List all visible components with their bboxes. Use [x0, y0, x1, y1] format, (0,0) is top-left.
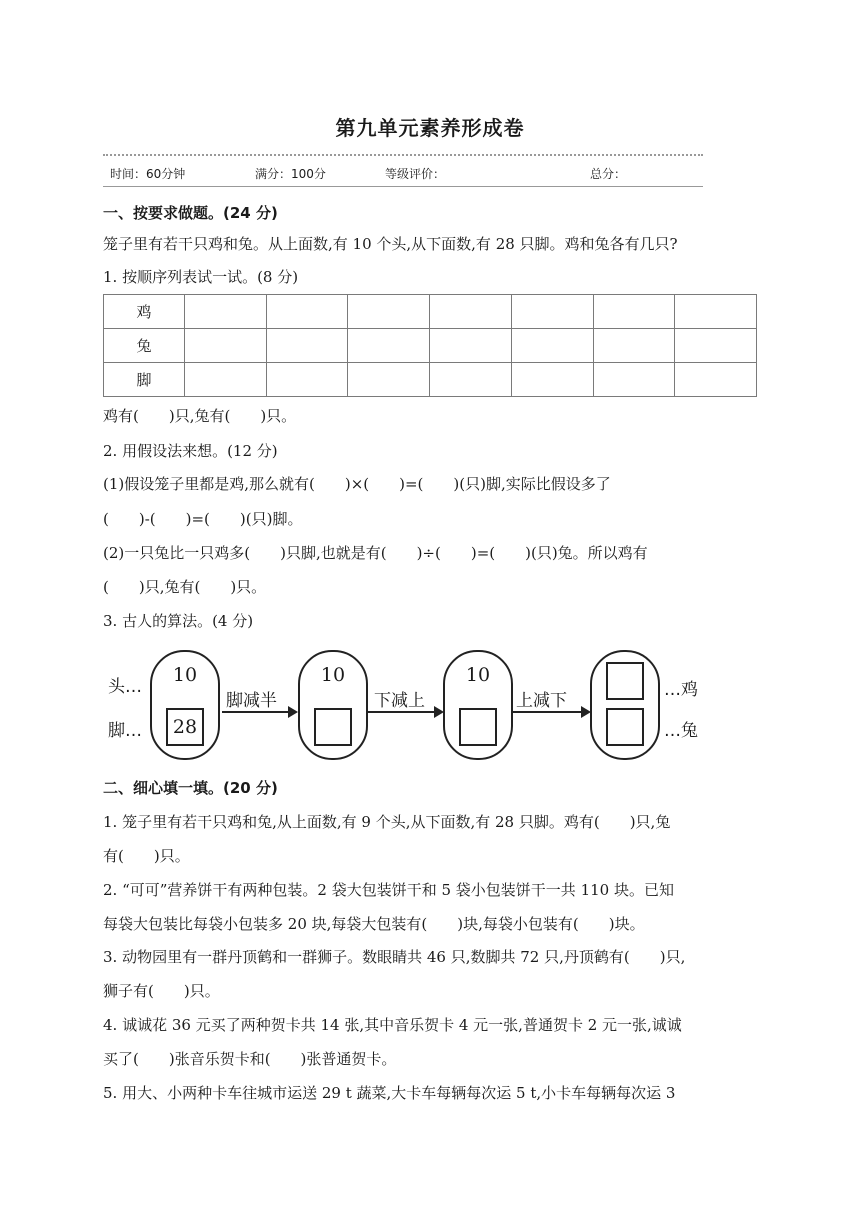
label-chicken: …鸡: [664, 680, 698, 700]
pill-1-head-value: 10: [172, 664, 198, 686]
pill-3-head-value: 10: [465, 664, 491, 686]
table-cell[interactable]: [593, 295, 675, 329]
question-1-label: 1. 按顺序列表试一试。(8 分): [103, 268, 299, 286]
question-text-line: 有( )只。: [103, 847, 190, 865]
pill-2-head-value: 10: [320, 664, 346, 686]
arrow-1-label: 脚减半: [226, 691, 277, 711]
question-text-line: 3. 动物园里有一群丹顶鹤和一群狮子。数眼睛共 46 只,数脚共 72 只,丹顶鹤有( )只,: [103, 948, 686, 966]
table-cell[interactable]: [266, 329, 348, 363]
pill-1-feet-box: 28: [166, 708, 204, 746]
pill-step-2: [298, 650, 368, 760]
table-cell[interactable]: [675, 363, 757, 397]
table-cell[interactable]: [348, 329, 430, 363]
table-cell[interactable]: [266, 295, 348, 329]
row-label-chicken: 鸡: [104, 295, 185, 329]
pill-3-answer-box[interactable]: [459, 708, 497, 746]
header-solid-divider: [103, 186, 703, 187]
table-cell[interactable]: [593, 363, 675, 397]
question-2-2-line-1: (2)一只兔比一只鸡多( )只脚,也就是有( )÷( )=( )(只)兔。所以鸡有: [103, 544, 648, 562]
info-time: 时间：60分钟: [110, 167, 186, 181]
table-row: [104, 295, 757, 329]
table-cell[interactable]: [511, 295, 593, 329]
info-grade: 等级评价：: [385, 167, 446, 181]
section-heading-2: 二、细心填一填。(20 分): [103, 779, 278, 797]
table-cell[interactable]: [593, 329, 675, 363]
label-head: 头…: [108, 677, 142, 697]
table-cell[interactable]: [430, 295, 512, 329]
header-dotted-divider: [103, 154, 703, 156]
question-2-1-line-2: ( )-( )=( )(只)脚。: [103, 510, 303, 528]
question-text-line: 5. 用大、小两种卡车往城市运送 29 t 蔬菜,大卡车每辆每次运 5 t,小卡车每辆每次运 3: [103, 1084, 676, 1102]
question-2-label: 2. 用假设法来想。(12 分): [103, 442, 278, 460]
table-cell[interactable]: [675, 329, 757, 363]
question-text-line: 买了( )张音乐贺卡和( )张普通贺卡。: [103, 1050, 397, 1068]
row-label-feet: 脚: [104, 363, 185, 397]
page-title: 第九单元素养形成卷: [335, 116, 525, 140]
label-rabbit: …兔: [664, 721, 698, 741]
question-2-2-line-2: ( )只,兔有( )只。: [103, 578, 267, 596]
question-text-line: 1. 笼子里有若干只鸡和兔,从上面数,有 9 个头,从下面数,有 28 只脚。鸡有( )只,兔: [103, 813, 671, 831]
pill-step-1: [150, 650, 220, 760]
row-label-rabbit: 兔: [104, 329, 185, 363]
arrow-3-label: 上减下: [516, 691, 567, 711]
table-row: [104, 329, 757, 363]
arrow-2-label: 下减上: [374, 691, 425, 711]
table-cell[interactable]: [348, 295, 430, 329]
pill-4-rabbit-box[interactable]: [606, 708, 644, 746]
pill-step-3: [443, 650, 513, 760]
table-cell[interactable]: [348, 363, 430, 397]
table-cell[interactable]: [675, 295, 757, 329]
pill-4-chicken-box[interactable]: [606, 662, 644, 700]
table-cell[interactable]: [430, 329, 512, 363]
pill-2-answer-box[interactable]: [314, 708, 352, 746]
section-heading-1: 一、按要求做题。(24 分): [103, 204, 278, 222]
table-cell[interactable]: [266, 363, 348, 397]
question-text-line: 4. 诚诚花 36 元买了两种贺卡共 14 张,其中音乐贺卡 4 元一张,普通贺卡 2 元一张,诚诚: [103, 1016, 682, 1034]
table-cell[interactable]: [511, 363, 593, 397]
question-text-line: 狮子有( )只。: [103, 982, 220, 1000]
question-text-line: 每袋大包装比每袋小包装多 20 块,每袋大包装有( )块,每袋小包装有( )块。: [103, 915, 645, 933]
pill-step-4: [590, 650, 660, 760]
table-cell[interactable]: [185, 329, 267, 363]
table-cell[interactable]: [185, 363, 267, 397]
question-2-1-line-1: (1)假设笼子里都是鸡,那么就有( )×( )=( )(只)脚,实际比假设多了: [103, 475, 611, 493]
info-full-score: 满分：100分: [255, 167, 326, 181]
question-text-line: 2. “可可”营养饼干有两种包装。2 袋大包装饼干和 5 袋小包装饼干一共 110 块。已知: [103, 881, 674, 899]
label-feet: 脚…: [108, 721, 142, 741]
problem-statement: 笼子里有若干只鸡和兔。从上面数,有 10 个头,从下面数,有 28 只脚。鸡和兔各有几只?: [103, 235, 678, 253]
table-cell[interactable]: [430, 363, 512, 397]
trial-table: [103, 294, 757, 397]
info-total: 总分：: [590, 167, 627, 181]
question-1-answer: 鸡有( )只,兔有( )只。: [103, 407, 297, 425]
question-3-label: 3. 古人的算法。(4 分): [103, 612, 254, 630]
table-cell[interactable]: [511, 329, 593, 363]
table-cell[interactable]: [185, 295, 267, 329]
table-row: [104, 363, 757, 397]
